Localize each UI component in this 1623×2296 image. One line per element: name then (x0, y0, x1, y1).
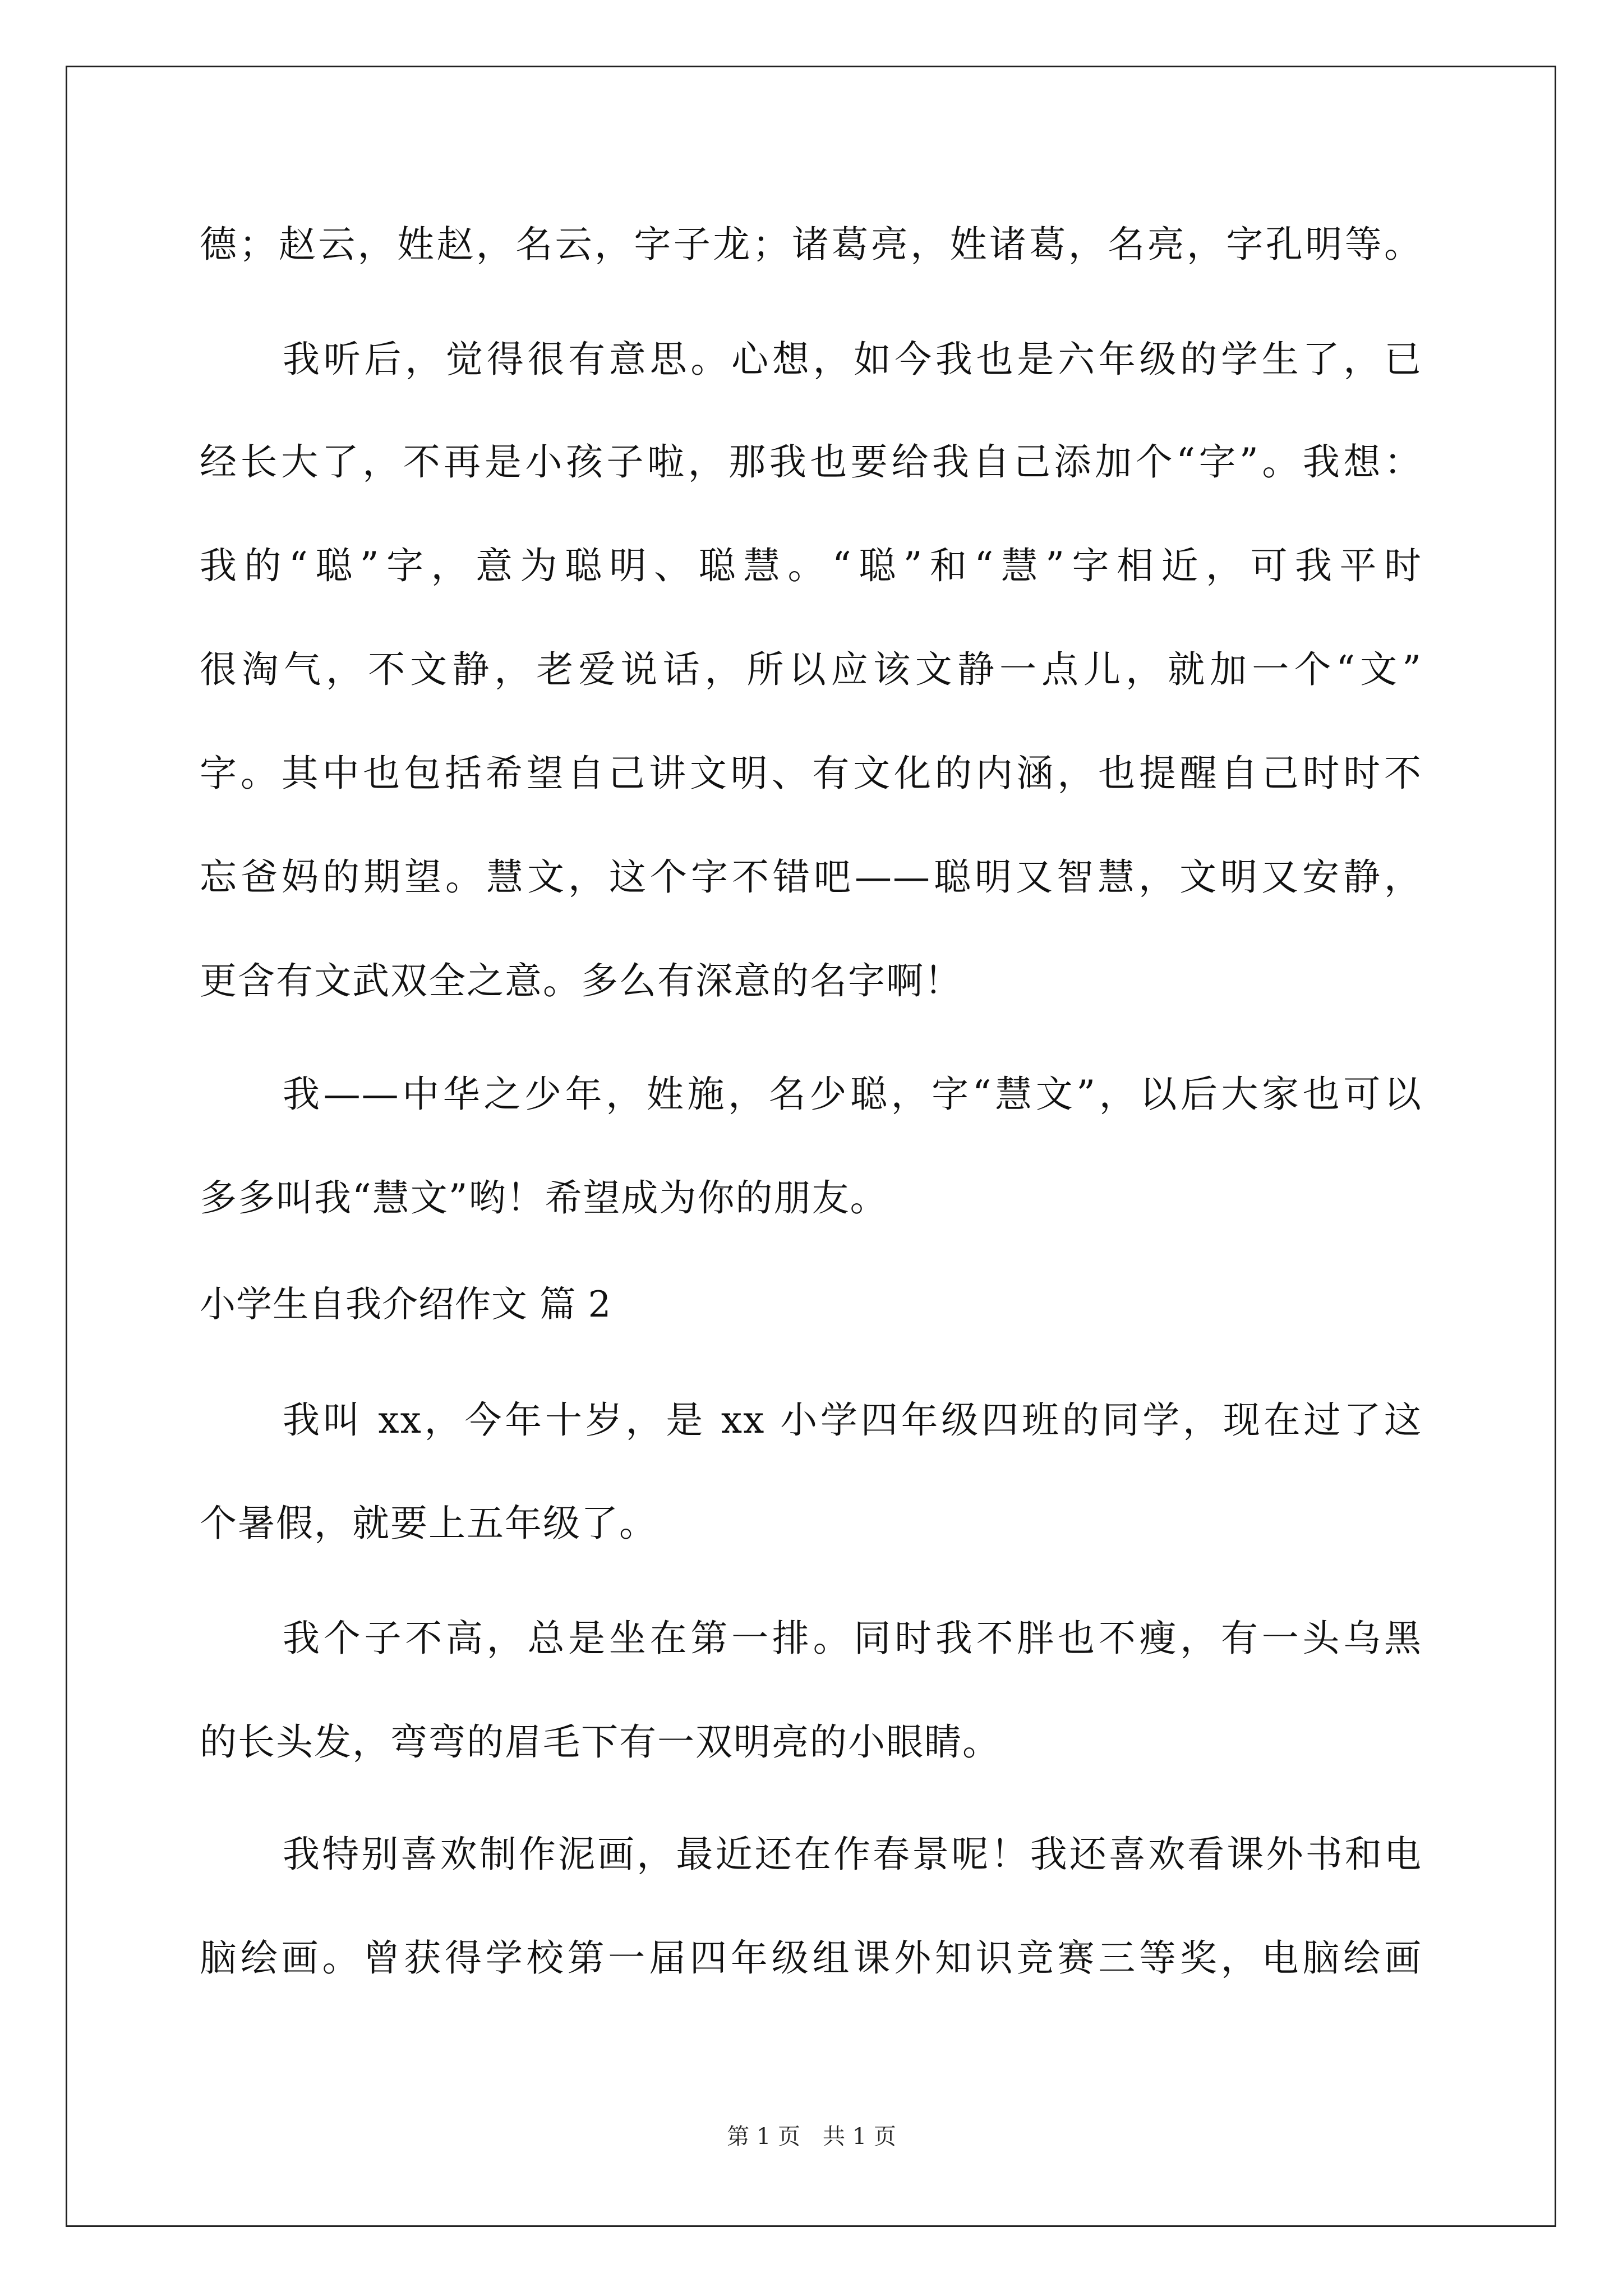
body-line: 经长大了，不再是小孩子啦，那我也要给我自己添加个“字”。我想： (200, 440, 1422, 484)
body-line: 我听后，觉得很有意思。心想，如今我也是六年级的学生了，已 (283, 338, 1422, 381)
body-line: 我特别喜欢制作泥画，最近还在作春景呢！我还喜欢看课外书和电 (283, 1833, 1422, 1876)
section-heading: 小学生自我介绍作文 篇 2 (200, 1284, 612, 1326)
body-line: 的长头发，弯弯的眉毛下有一双明亮的小眼睛。 (200, 1720, 1000, 1764)
page-border (66, 66, 1556, 2227)
body-line: 德；赵云，姓赵，名云，字子龙；诸葛亮，姓诸葛，名亮，字孔明等。 (200, 223, 1422, 266)
body-line: 很淘气，不文静，老爱说话，所以应该文静一点儿，就加一个“文” (200, 648, 1422, 691)
body-line: 字。其中也包括希望自己讲文明、有文化的内涵，也提醒自己时时不 (200, 752, 1422, 795)
body-line: 我个子不高，总是坐在第一排。同时我不胖也不瘦，有一头乌黑 (283, 1617, 1422, 1660)
body-line: 我的“聪”字，意为聪明、聪慧。“聪”和“慧”字相近，可我平时 (200, 544, 1422, 587)
body-line: 忘爸妈的期望。慧文，这个字不错吧——聪明又智慧，文明又安静， (200, 855, 1422, 899)
body-line: 个暑假，就要上五年级了。 (200, 1502, 657, 1545)
page-number: 第 1 页 共 1 页 (727, 2124, 896, 2150)
body-line: 我——中华之少年，姓施，名少聪，字“慧文”，以后大家也可以 (283, 1073, 1422, 1116)
body-line: 我叫 xx，今年十岁，是 xx 小学四年级四班的同学，现在过了这 (283, 1398, 1422, 1442)
body-line: 多多叫我“慧文”哟！希望成为你的朋友。 (200, 1176, 888, 1220)
body-line: 更含有文武双全之意。多么有深意的名字啊！ (200, 959, 962, 1002)
body-line: 脑绘画。曾获得学校第一届四年级组课外知识竞赛三等奖，电脑绘画 (200, 1936, 1422, 1980)
